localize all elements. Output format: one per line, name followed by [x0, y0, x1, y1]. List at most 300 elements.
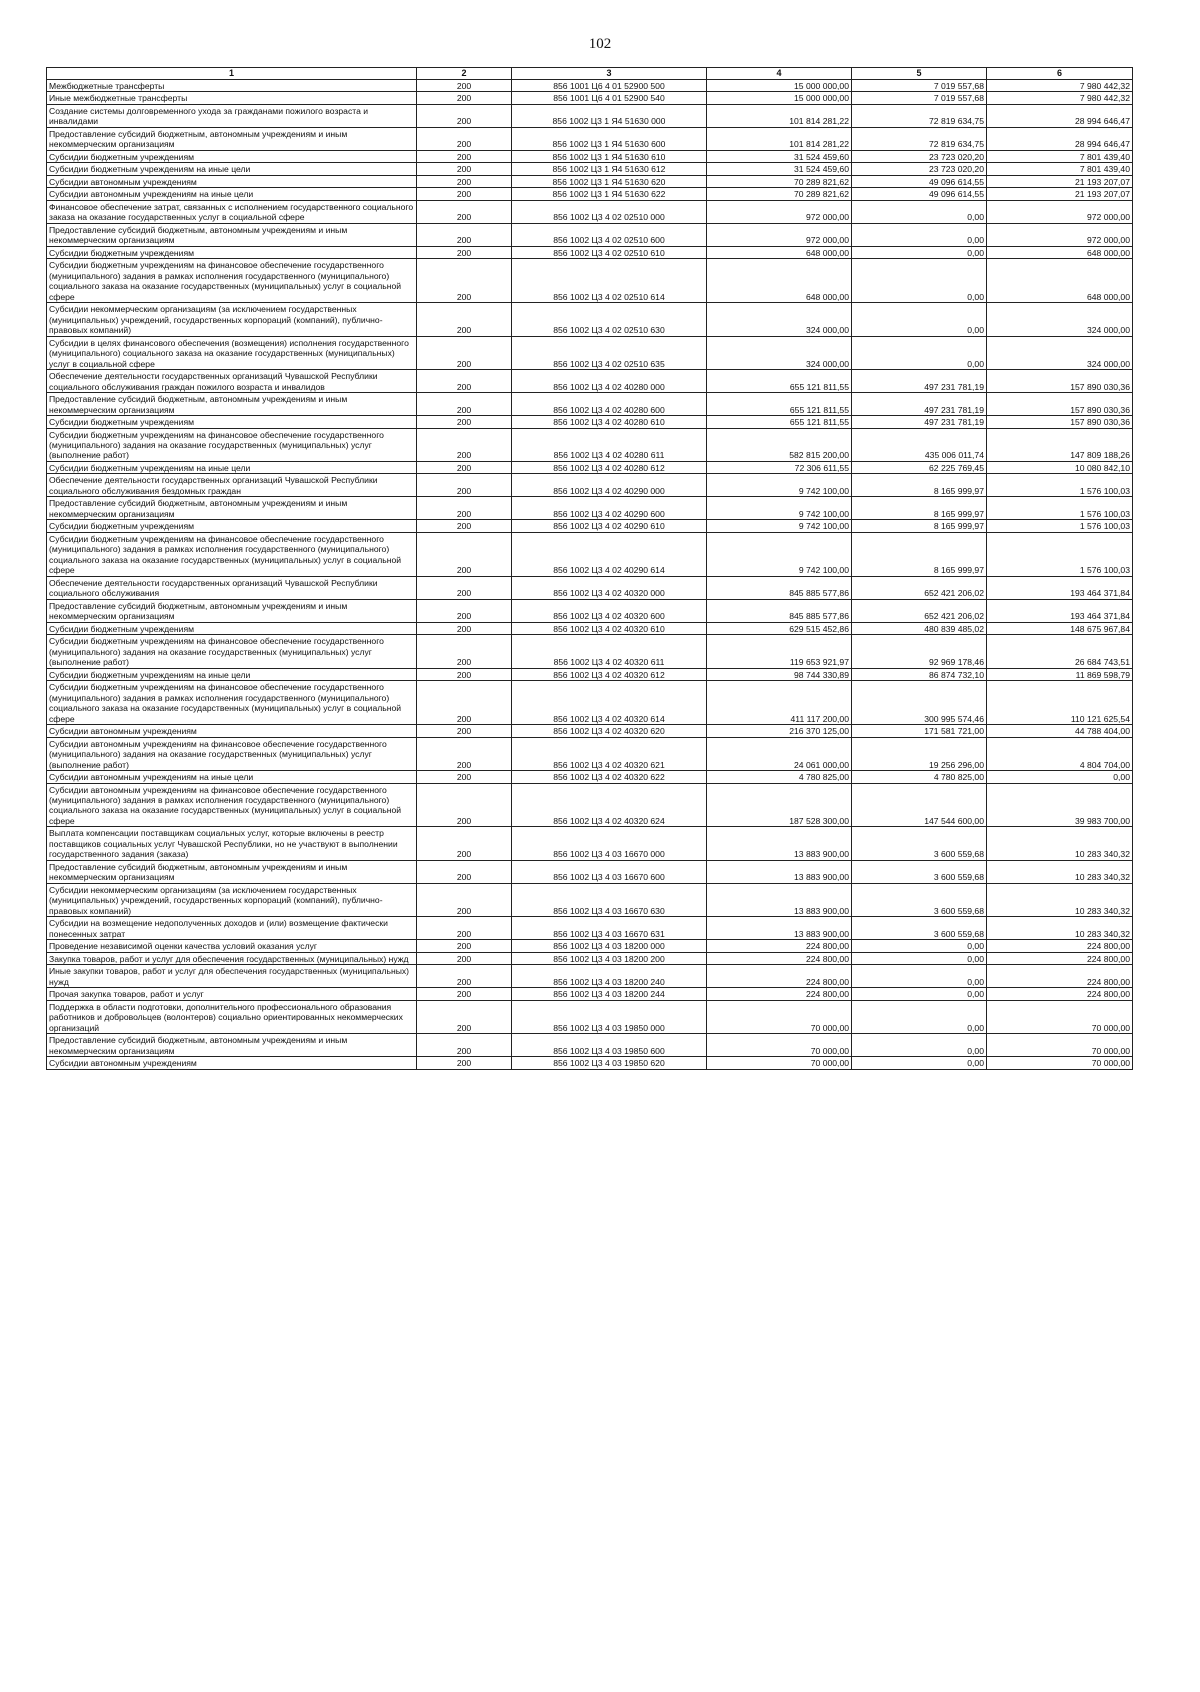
row-amount-col5-cell: 652 421 206,02 — [852, 599, 987, 622]
row-amount-col4-cell: 13 883 900,00 — [707, 860, 852, 883]
table-row — [47, 188, 1133, 200]
row-name-cell: Субсидии автономным учреждениям — [47, 725, 417, 737]
row-amount-col4-cell: 9 742 100,00 — [707, 520, 852, 532]
row-name-cell: Создание системы долговременного ухода за гражданами пожилого возраста и инвалидами — [47, 104, 417, 127]
row-name-cell: Субсидии бюджетным учреждениям на финансовое обеспечение государственного (муниципального) задания в рамках исполнения государственного (муниципального) социального заказа на оказание государственных (муниципальных) услуг в социальной сфере — [47, 532, 417, 576]
row-code-cell: 200 — [417, 127, 512, 150]
table-row — [47, 599, 1133, 622]
table-row — [47, 416, 1133, 428]
row-name-cell: Предоставление субсидий бюджетным, автономным учреждениям и иным некоммерческим организациям — [47, 497, 417, 520]
row-code-cell: 200 — [417, 965, 512, 988]
row-amount-col5-cell: 0,00 — [852, 965, 987, 988]
row-code-cell: 200 — [417, 336, 512, 369]
row-amount-col6-cell: 10 283 340,32 — [987, 860, 1133, 883]
budget-table — [46, 67, 1133, 1070]
row-name-cell: Предоставление субсидий бюджетным, автономным учреждениям и иным некоммерческим организациям — [47, 223, 417, 246]
table-row — [47, 860, 1133, 883]
row-amount-col5-cell: 7 019 557,68 — [852, 92, 987, 104]
row-amount-col4-cell: 582 815 200,00 — [707, 428, 852, 461]
row-amount-col5-cell: 23 723 020,20 — [852, 163, 987, 175]
row-amount-col5-cell: 3 600 559,68 — [852, 917, 987, 940]
row-code-cell: 200 — [417, 150, 512, 162]
row-name-cell: Субсидии бюджетным учреждениям на финансовое обеспечение государственного (муниципального) задания на оказание государственных (муниципальных) услуг (выполнение работ) — [47, 428, 417, 461]
row-name-cell: Субсидии автономным учреждениям на финансовое обеспечение государственного (муниципального) задания на оказание государственных (муниципальных) услуг (выполнение работ) — [47, 737, 417, 770]
row-amount-col5-cell: 0,00 — [852, 1057, 987, 1069]
row-amount-col5-cell: 435 006 011,74 — [852, 428, 987, 461]
row-amount-col4-cell: 31 524 459,60 — [707, 150, 852, 162]
row-amount-col4-cell: 655 121 811,55 — [707, 416, 852, 428]
row-name-cell: Субсидии бюджетным учреждениям на финансовое обеспечение государственного (муниципального) задания в рамках исполнения государственного (муниципального) социального заказа на оказание государственных (муниципальных) услуг в социальной сфере — [47, 259, 417, 303]
row-code-cell: 200 — [417, 1034, 512, 1057]
row-classification-cell: 856 1002 Ц3 4 02 40280 610 — [512, 416, 707, 428]
table-row — [47, 393, 1133, 416]
row-amount-col6-cell: 21 193 207,07 — [987, 188, 1133, 200]
row-name-cell: Субсидии автономным учреждениям на иные цели — [47, 771, 417, 783]
row-amount-col6-cell: 44 788 404,00 — [987, 725, 1133, 737]
row-amount-col6-cell: 10 283 340,32 — [987, 917, 1133, 940]
table-row — [47, 725, 1133, 737]
row-code-cell: 200 — [417, 940, 512, 952]
row-name-cell: Субсидии бюджетным учреждениям на иные цели — [47, 668, 417, 680]
table-row — [47, 163, 1133, 175]
row-classification-cell: 856 1002 Ц3 4 02 40290 000 — [512, 474, 707, 497]
row-amount-col6-cell: 110 121 625,54 — [987, 681, 1133, 725]
row-amount-col4-cell: 972 000,00 — [707, 200, 852, 223]
table-row — [47, 1034, 1133, 1057]
row-name-cell: Обеспечение деятельности государственных организаций Чувашской Республики социального обслуживания — [47, 576, 417, 599]
table-body — [47, 79, 1133, 1069]
table-row — [47, 336, 1133, 369]
row-name-cell: Субсидии бюджетным учреждениям на финансовое обеспечение государственного (муниципального) задания в рамках исполнения государственного (муниципального) социального заказа на оказание государственных (муниципальных) услуг в социальной сфере — [47, 681, 417, 725]
row-amount-col5-cell: 147 544 600,00 — [852, 783, 987, 827]
table-row — [47, 1057, 1133, 1069]
row-classification-cell: 856 1002 Ц3 4 03 16670 631 — [512, 917, 707, 940]
row-classification-cell: 856 1002 Ц3 4 03 18200 240 — [512, 965, 707, 988]
row-code-cell: 200 — [417, 576, 512, 599]
row-amount-col4-cell: 845 885 577,86 — [707, 576, 852, 599]
row-code-cell: 200 — [417, 92, 512, 104]
row-classification-cell: 856 1002 Ц3 4 02 40280 611 — [512, 428, 707, 461]
table-row — [47, 127, 1133, 150]
row-code-cell: 200 — [417, 599, 512, 622]
table-row — [47, 988, 1133, 1000]
row-name-cell: Субсидии бюджетным учреждениям на финансовое обеспечение государственного (муниципального) задания на оказание государственных (муниципальных) услуг (выполнение работ) — [47, 635, 417, 668]
row-name-cell: Субсидии автономным учреждениям на финансовое обеспечение государственного (муниципального) задания в рамках исполнения государственного (муниципального) социального заказа на оказание государственных (муниципальных) услуг в социальной сфере — [47, 783, 417, 827]
row-code-cell: 200 — [417, 827, 512, 860]
row-name-cell: Предоставление субсидий бюджетным, автономным учреждениям и иным некоммерческим организациям — [47, 860, 417, 883]
row-amount-col6-cell: 11 869 598,79 — [987, 668, 1133, 680]
table-row — [47, 681, 1133, 725]
row-classification-cell: 856 1002 Ц3 4 03 19850 600 — [512, 1034, 707, 1057]
table-row — [47, 635, 1133, 668]
column-header-1: 1 — [47, 68, 417, 80]
row-amount-col4-cell: 655 121 811,55 — [707, 370, 852, 393]
row-amount-col4-cell: 629 515 452,86 — [707, 622, 852, 634]
row-amount-col4-cell: 101 814 281,22 — [707, 127, 852, 150]
row-amount-col6-cell: 648 000,00 — [987, 246, 1133, 258]
table-row — [47, 576, 1133, 599]
row-amount-col5-cell: 300 995 574,46 — [852, 681, 987, 725]
row-amount-col6-cell: 147 809 188,26 — [987, 428, 1133, 461]
row-code-cell: 200 — [417, 393, 512, 416]
row-name-cell: Межбюджетные трансферты — [47, 79, 417, 91]
row-amount-col6-cell: 972 000,00 — [987, 200, 1133, 223]
row-name-cell: Прочая закупка товаров, работ и услуг — [47, 988, 417, 1000]
row-name-cell: Предоставление субсидий бюджетным, автономным учреждениям и иным некоммерческим организациям — [47, 127, 417, 150]
row-code-cell: 200 — [417, 497, 512, 520]
row-amount-col6-cell: 148 675 967,84 — [987, 622, 1133, 634]
row-amount-col4-cell: 845 885 577,86 — [707, 599, 852, 622]
row-code-cell: 200 — [417, 259, 512, 303]
row-amount-col5-cell: 7 019 557,68 — [852, 79, 987, 91]
row-classification-cell: 856 1002 Ц3 4 02 40320 614 — [512, 681, 707, 725]
row-amount-col5-cell: 8 165 999,97 — [852, 474, 987, 497]
row-classification-cell: 856 1002 Ц3 4 02 40320 622 — [512, 771, 707, 783]
row-amount-col6-cell: 28 994 646,47 — [987, 127, 1133, 150]
table-row — [47, 175, 1133, 187]
table-row — [47, 1000, 1133, 1033]
row-classification-cell: 856 1002 Ц3 4 02 40320 620 — [512, 725, 707, 737]
table-row — [47, 940, 1133, 952]
row-amount-col6-cell: 157 890 030,36 — [987, 393, 1133, 416]
row-name-cell: Субсидии автономным учреждениям — [47, 175, 417, 187]
row-amount-col6-cell: 324 000,00 — [987, 336, 1133, 369]
row-classification-cell: 856 1002 Ц3 4 03 16670 630 — [512, 883, 707, 916]
row-amount-col4-cell: 72 306 611,55 — [707, 461, 852, 473]
row-name-cell: Субсидии на возмещение недополученных доходов и (или) возмещение фактически понесенных затрат — [47, 917, 417, 940]
row-amount-col5-cell: 49 096 614,55 — [852, 188, 987, 200]
row-amount-col6-cell: 1 576 100,03 — [987, 520, 1133, 532]
row-amount-col6-cell: 26 684 743,51 — [987, 635, 1133, 668]
row-code-cell: 200 — [417, 860, 512, 883]
table-row — [47, 497, 1133, 520]
row-amount-col4-cell: 13 883 900,00 — [707, 883, 852, 916]
table-row — [47, 303, 1133, 336]
row-code-cell: 200 — [417, 1057, 512, 1069]
row-code-cell: 200 — [417, 681, 512, 725]
row-classification-cell: 856 1002 Ц3 4 02 40290 610 — [512, 520, 707, 532]
row-amount-col6-cell: 7 980 442,32 — [987, 79, 1133, 91]
row-amount-col5-cell: 0,00 — [852, 303, 987, 336]
row-amount-col4-cell: 224 800,00 — [707, 965, 852, 988]
row-amount-col5-cell: 0,00 — [852, 259, 987, 303]
row-classification-cell: 856 1002 Ц3 1 Я4 51630 612 — [512, 163, 707, 175]
row-amount-col4-cell: 70 000,00 — [707, 1000, 852, 1033]
row-amount-col4-cell: 324 000,00 — [707, 336, 852, 369]
row-name-cell: Закупка товаров, работ и услуг для обеспечения государственных (муниципальных) нужд — [47, 952, 417, 964]
row-code-cell: 200 — [417, 988, 512, 1000]
row-amount-col6-cell: 157 890 030,36 — [987, 370, 1133, 393]
row-amount-col4-cell: 9 742 100,00 — [707, 497, 852, 520]
table-row — [47, 370, 1133, 393]
row-amount-col5-cell: 8 165 999,97 — [852, 532, 987, 576]
row-amount-col6-cell: 7 980 442,32 — [987, 92, 1133, 104]
row-classification-cell: 856 1002 Ц3 4 03 19850 620 — [512, 1057, 707, 1069]
row-classification-cell: 856 1002 Ц3 4 02 02510 600 — [512, 223, 707, 246]
row-amount-col4-cell: 9 742 100,00 — [707, 532, 852, 576]
row-amount-col5-cell: 0,00 — [852, 223, 987, 246]
table-row — [47, 668, 1133, 680]
row-amount-col4-cell: 411 117 200,00 — [707, 681, 852, 725]
row-amount-col5-cell: 171 581 721,00 — [852, 725, 987, 737]
row-name-cell: Субсидии в целях финансового обеспечения (возмещения) исполнения государственного (муниципального) социального заказа на оказание государственных (муниципальных) услуг в социальной сфере — [47, 336, 417, 369]
row-name-cell: Обеспечение деятельности государственных организаций Чувашской Республики социального обслуживания бездомных граждан — [47, 474, 417, 497]
row-classification-cell: 856 1002 Ц3 4 02 40280 000 — [512, 370, 707, 393]
row-amount-col5-cell: 8 165 999,97 — [852, 497, 987, 520]
row-classification-cell: 856 1002 Ц3 1 Я4 51630 000 — [512, 104, 707, 127]
table-row — [47, 827, 1133, 860]
row-amount-col6-cell: 70 000,00 — [987, 1034, 1133, 1057]
page-number: 102 — [588, 36, 612, 52]
row-name-cell: Субсидии автономным учреждениям — [47, 1057, 417, 1069]
row-code-cell: 200 — [417, 1000, 512, 1033]
table-row — [47, 223, 1133, 246]
row-amount-col5-cell: 0,00 — [852, 200, 987, 223]
table-row — [47, 246, 1133, 258]
row-classification-cell: 856 1002 Ц3 4 03 18200 200 — [512, 952, 707, 964]
row-code-cell: 200 — [417, 917, 512, 940]
row-amount-col5-cell: 0,00 — [852, 1000, 987, 1033]
row-classification-cell: 856 1002 Ц3 4 02 02510 000 — [512, 200, 707, 223]
table-row — [47, 104, 1133, 127]
row-name-cell: Субсидии некоммерческим организациям (за исключением государственных (муниципальных) учреждений, государственных корпораций (компаний), публично-правовых компаний) — [47, 883, 417, 916]
table-row — [47, 622, 1133, 634]
column-header-3: 3 — [512, 68, 707, 80]
row-amount-col5-cell: 72 819 634,75 — [852, 127, 987, 150]
row-classification-cell: 856 1001 Ц6 4 01 52900 500 — [512, 79, 707, 91]
row-name-cell: Финансовое обеспечение затрат, связанных с исполнением государственного социального заказа на оказание государственных услуг в социальной сфере — [47, 200, 417, 223]
row-classification-cell: 856 1002 Ц3 4 02 40280 600 — [512, 393, 707, 416]
row-amount-col6-cell: 39 983 700,00 — [987, 783, 1133, 827]
row-name-cell: Субсидии бюджетным учреждениям — [47, 416, 417, 428]
row-amount-col4-cell: 70 000,00 — [707, 1057, 852, 1069]
row-amount-col6-cell: 324 000,00 — [987, 303, 1133, 336]
row-code-cell: 200 — [417, 200, 512, 223]
row-amount-col5-cell: 23 723 020,20 — [852, 150, 987, 162]
row-amount-col5-cell: 19 256 296,00 — [852, 737, 987, 770]
table-row — [47, 965, 1133, 988]
row-classification-cell: 856 1002 Ц3 4 02 40290 600 — [512, 497, 707, 520]
row-code-cell: 200 — [417, 737, 512, 770]
row-name-cell: Проведение независимой оценки качества условий оказания услуг — [47, 940, 417, 952]
table-row — [47, 520, 1133, 532]
row-classification-cell: 856 1002 Ц3 4 02 40320 612 — [512, 668, 707, 680]
row-amount-col6-cell: 7 801 439,40 — [987, 163, 1133, 175]
row-amount-col4-cell: 9 742 100,00 — [707, 474, 852, 497]
row-amount-col5-cell: 480 839 485,02 — [852, 622, 987, 634]
row-code-cell: 200 — [417, 635, 512, 668]
row-amount-col5-cell: 72 819 634,75 — [852, 104, 987, 127]
row-amount-col6-cell: 28 994 646,47 — [987, 104, 1133, 127]
row-amount-col5-cell: 497 231 781,19 — [852, 393, 987, 416]
row-classification-cell: 856 1002 Ц3 4 02 02510 630 — [512, 303, 707, 336]
table-row — [47, 737, 1133, 770]
row-code-cell: 200 — [417, 520, 512, 532]
row-amount-col5-cell: 86 874 732,10 — [852, 668, 987, 680]
row-classification-cell: 856 1002 Ц3 4 02 40320 621 — [512, 737, 707, 770]
row-code-cell: 200 — [417, 303, 512, 336]
row-code-cell: 200 — [417, 532, 512, 576]
row-classification-cell: 856 1001 Ц6 4 01 52900 540 — [512, 92, 707, 104]
row-classification-cell: 856 1002 Ц3 4 03 18200 000 — [512, 940, 707, 952]
table-row — [47, 461, 1133, 473]
row-amount-col4-cell: 101 814 281,22 — [707, 104, 852, 127]
row-classification-cell: 856 1002 Ц3 4 02 40320 610 — [512, 622, 707, 634]
row-code-cell: 200 — [417, 416, 512, 428]
row-name-cell: Субсидии бюджетным учреждениям — [47, 622, 417, 634]
row-amount-col4-cell: 216 370 125,00 — [707, 725, 852, 737]
row-amount-col6-cell: 224 800,00 — [987, 965, 1133, 988]
row-code-cell: 200 — [417, 104, 512, 127]
row-amount-col5-cell: 652 421 206,02 — [852, 576, 987, 599]
row-classification-cell: 856 1002 Ц3 4 02 02510 635 — [512, 336, 707, 369]
row-amount-col4-cell: 98 744 330,89 — [707, 668, 852, 680]
row-amount-col5-cell: 49 096 614,55 — [852, 175, 987, 187]
row-code-cell: 200 — [417, 79, 512, 91]
row-amount-col6-cell: 21 193 207,07 — [987, 175, 1133, 187]
row-name-cell: Субсидии некоммерческим организациям (за исключением государственных (муниципальных) учреждений, государственных корпораций (компаний), публично-правовых компаний) — [47, 303, 417, 336]
row-amount-col5-cell: 497 231 781,19 — [852, 370, 987, 393]
row-amount-col5-cell: 92 969 178,46 — [852, 635, 987, 668]
table-row — [47, 79, 1133, 91]
row-name-cell: Выплата компенсации поставщикам социальных услуг, которые включены в реестр поставщиков социальных услуг Чувашской Республики, но не участвуют в выполнении государственного задания (заказа) — [47, 827, 417, 860]
row-code-cell: 200 — [417, 771, 512, 783]
row-amount-col6-cell: 157 890 030,36 — [987, 416, 1133, 428]
row-amount-col4-cell: 24 061 000,00 — [707, 737, 852, 770]
row-classification-cell: 856 1002 Ц3 4 02 40320 600 — [512, 599, 707, 622]
row-code-cell: 200 — [417, 952, 512, 964]
row-code-cell: 200 — [417, 883, 512, 916]
row-amount-col4-cell: 13 883 900,00 — [707, 917, 852, 940]
row-amount-col5-cell: 0,00 — [852, 988, 987, 1000]
row-amount-col4-cell: 972 000,00 — [707, 223, 852, 246]
row-name-cell: Поддержка в области подготовки, дополнительного профессионального образования работников и добровольцев (волонтеров) социально ориентированных некоммерческих организаций — [47, 1000, 417, 1033]
row-amount-col6-cell: 0,00 — [987, 771, 1133, 783]
row-amount-col6-cell: 1 576 100,03 — [987, 497, 1133, 520]
table-row — [47, 474, 1133, 497]
header-row — [47, 68, 1133, 80]
row-classification-cell: 856 1002 Ц3 4 02 02510 614 — [512, 259, 707, 303]
row-classification-cell: 856 1002 Ц3 1 Я4 51630 622 — [512, 188, 707, 200]
row-amount-col6-cell: 7 801 439,40 — [987, 150, 1133, 162]
row-classification-cell: 856 1002 Ц3 1 Я4 51630 600 — [512, 127, 707, 150]
row-amount-col5-cell: 497 231 781,19 — [852, 416, 987, 428]
column-header-4: 4 — [707, 68, 852, 80]
row-code-cell: 200 — [417, 223, 512, 246]
row-amount-col4-cell: 324 000,00 — [707, 303, 852, 336]
table-row — [47, 200, 1133, 223]
row-amount-col4-cell: 13 883 900,00 — [707, 827, 852, 860]
row-amount-col5-cell: 3 600 559,68 — [852, 827, 987, 860]
row-amount-col4-cell: 70 000,00 — [707, 1034, 852, 1057]
row-amount-col6-cell: 1 576 100,03 — [987, 532, 1133, 576]
row-amount-col4-cell: 648 000,00 — [707, 259, 852, 303]
row-classification-cell: 856 1002 Ц3 4 03 16670 600 — [512, 860, 707, 883]
row-amount-col6-cell: 224 800,00 — [987, 988, 1133, 1000]
row-amount-col6-cell: 10 283 340,32 — [987, 883, 1133, 916]
column-header-6: 6 — [987, 68, 1133, 80]
row-amount-col4-cell: 648 000,00 — [707, 246, 852, 258]
row-code-cell: 200 — [417, 725, 512, 737]
table-row — [47, 259, 1133, 303]
table-row — [47, 532, 1133, 576]
row-name-cell: Иные закупки товаров, работ и услуг для обеспечения государственных (муниципальных) нужд — [47, 965, 417, 988]
row-amount-col4-cell: 15 000 000,00 — [707, 92, 852, 104]
row-amount-col5-cell: 4 780 825,00 — [852, 771, 987, 783]
row-code-cell: 200 — [417, 370, 512, 393]
row-amount-col5-cell: 0,00 — [852, 952, 987, 964]
row-amount-col4-cell: 655 121 811,55 — [707, 393, 852, 416]
row-classification-cell: 856 1002 Ц3 4 02 40320 000 — [512, 576, 707, 599]
row-classification-cell: 856 1002 Ц3 4 03 19850 000 — [512, 1000, 707, 1033]
row-classification-cell: 856 1002 Ц3 4 02 40320 624 — [512, 783, 707, 827]
row-classification-cell: 856 1002 Ц3 4 02 02510 610 — [512, 246, 707, 258]
table-row — [47, 771, 1133, 783]
row-name-cell: Субсидии бюджетным учреждениям — [47, 520, 417, 532]
row-amount-col4-cell: 224 800,00 — [707, 940, 852, 952]
row-name-cell: Субсидии бюджетным учреждениям — [47, 246, 417, 258]
row-amount-col6-cell: 193 464 371,84 — [987, 576, 1133, 599]
row-amount-col4-cell: 224 800,00 — [707, 952, 852, 964]
table-row — [47, 92, 1133, 104]
row-amount-col4-cell: 15 000 000,00 — [707, 79, 852, 91]
row-amount-col6-cell: 4 804 704,00 — [987, 737, 1133, 770]
row-classification-cell: 856 1002 Ц3 4 02 40290 614 — [512, 532, 707, 576]
row-amount-col6-cell: 1 576 100,03 — [987, 474, 1133, 497]
table-row — [47, 917, 1133, 940]
row-code-cell: 200 — [417, 175, 512, 187]
row-amount-col5-cell: 0,00 — [852, 940, 987, 952]
row-code-cell: 200 — [417, 163, 512, 175]
row-name-cell: Предоставление субсидий бюджетным, автономным учреждениям и иным некоммерческим организациям — [47, 599, 417, 622]
row-amount-col6-cell: 224 800,00 — [987, 952, 1133, 964]
row-amount-col6-cell: 10 283 340,32 — [987, 827, 1133, 860]
row-name-cell: Субсидии бюджетным учреждениям на иные цели — [47, 461, 417, 473]
row-classification-cell: 856 1002 Ц3 1 Я4 51630 610 — [512, 150, 707, 162]
row-name-cell: Субсидии бюджетным учреждениям на иные цели — [47, 163, 417, 175]
row-code-cell: 200 — [417, 188, 512, 200]
row-name-cell: Обеспечение деятельности государственных организаций Чувашской Республики социального обслуживания граждан пожилого возраста и инвалидов — [47, 370, 417, 393]
row-amount-col6-cell: 193 464 371,84 — [987, 599, 1133, 622]
row-code-cell: 200 — [417, 246, 512, 258]
row-amount-col5-cell: 0,00 — [852, 246, 987, 258]
row-code-cell: 200 — [417, 783, 512, 827]
column-header-5: 5 — [852, 68, 987, 80]
row-code-cell: 200 — [417, 428, 512, 461]
row-amount-col4-cell: 187 528 300,00 — [707, 783, 852, 827]
row-amount-col6-cell: 648 000,00 — [987, 259, 1133, 303]
row-code-cell: 200 — [417, 622, 512, 634]
row-amount-col4-cell: 70 289 821,62 — [707, 175, 852, 187]
row-amount-col5-cell: 3 600 559,68 — [852, 883, 987, 916]
row-name-cell: Субсидии автономным учреждениям на иные цели — [47, 188, 417, 200]
row-classification-cell: 856 1002 Ц3 4 03 18200 244 — [512, 988, 707, 1000]
table-row — [47, 150, 1133, 162]
row-amount-col4-cell: 4 780 825,00 — [707, 771, 852, 783]
row-name-cell: Иные межбюджетные трансферты — [47, 92, 417, 104]
row-name-cell: Предоставление субсидий бюджетным, автономным учреждениям и иным некоммерческим организациям — [47, 1034, 417, 1057]
row-amount-col5-cell: 0,00 — [852, 336, 987, 369]
row-amount-col4-cell: 224 800,00 — [707, 988, 852, 1000]
row-amount-col5-cell: 62 225 769,45 — [852, 461, 987, 473]
row-classification-cell: 856 1002 Ц3 4 02 40320 611 — [512, 635, 707, 668]
table-row — [47, 883, 1133, 916]
row-amount-col4-cell: 31 524 459,60 — [707, 163, 852, 175]
row-amount-col6-cell: 10 080 842,10 — [987, 461, 1133, 473]
row-amount-col5-cell: 0,00 — [852, 1034, 987, 1057]
row-name-cell: Предоставление субсидий бюджетным, автономным учреждениям и иным некоммерческим организациям — [47, 393, 417, 416]
row-classification-cell: 856 1002 Ц3 4 03 16670 000 — [512, 827, 707, 860]
